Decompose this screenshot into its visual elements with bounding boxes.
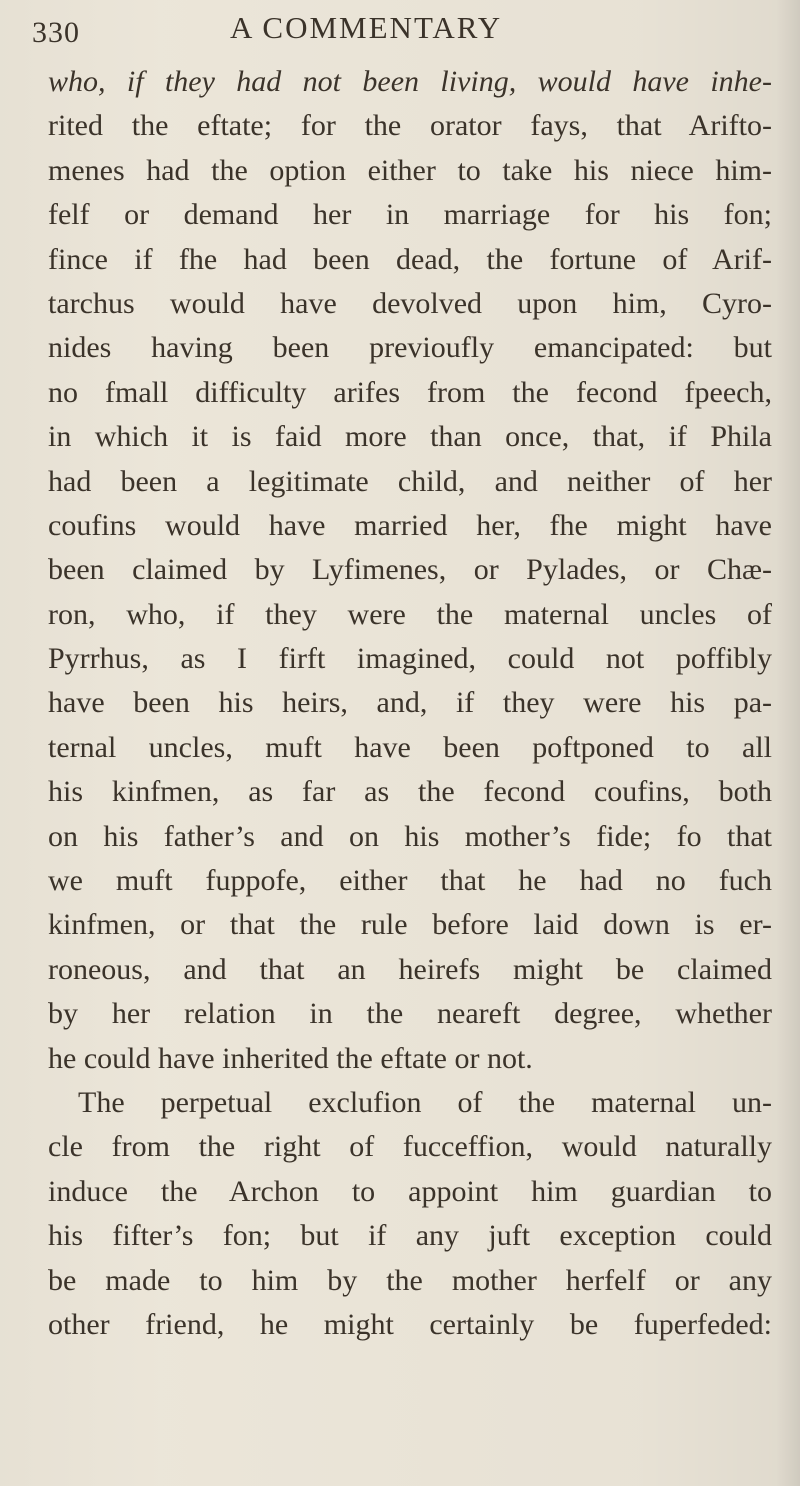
text-line: been claimed by Lyfimenes, or Pylades, or Chæ- [48, 553, 772, 587]
text-line: nides having been previoufly emancipated: but [48, 331, 772, 365]
text-line: his fifter’s fon; but if any juft exception could [48, 1219, 772, 1253]
page-header [0, 8, 800, 56]
text-line: rited the eftate; for the orator fays, that Arifto- [48, 109, 772, 143]
page-edge-shadow [776, 0, 800, 1486]
text-line: menes had the option either to take his niece him- [48, 153, 772, 187]
body-text [48, 60, 772, 1347]
text-line: had been a legitimate child, and neither of her [48, 464, 772, 498]
text-line: no fmall difficulty arifes from the fecond fpeech, [48, 375, 772, 409]
text-line: cle from the right of fucceffion, would naturally [48, 1130, 772, 1164]
text-line: coufins would have married her, fhe might have [48, 508, 772, 542]
text-line: tarchus would have devolved upon him, Cyro- [48, 286, 772, 320]
text-line: his kinfmen, as far as the fecond coufins, both [48, 775, 772, 809]
text-line: he could have inherited the eftate or not. [48, 1041, 533, 1075]
text-line: we muft fuppofe, either that he had no fuch [48, 864, 772, 898]
text-line: by her relation in the neareft degree, whether [48, 997, 772, 1031]
text-line: ron, who, if they were the maternal uncles of [48, 597, 772, 631]
page-number: 330 [32, 16, 80, 49]
text-line: Pyrrhus, as I firft imagined, could not poffibly [48, 642, 772, 676]
text-line: have been his heirs, and, if they were his pa- [48, 686, 772, 720]
text-line: fince if fhe had been dead, the fortune of Arif- [48, 242, 772, 276]
text-line: other friend, he might certainly be fuperfeded: [48, 1307, 772, 1341]
text-line: be made to him by the mother herfelf or any [48, 1263, 772, 1297]
text-line: The perpetual exclufion of the maternal un- [78, 1085, 772, 1119]
text-line: ternal uncles, muft have been poftponed to all [48, 730, 772, 764]
text-line: on his father’s and on his mother’s fide; fo that [48, 819, 772, 853]
text-line: kinfmen, or that the rule before laid down is er- [48, 908, 772, 942]
text-line: in which it is faid more than once, that, if Phila [48, 420, 772, 454]
text-line: roneous, and that an heirefs might be claimed [48, 952, 772, 986]
text-line: induce the Archon to appoint him guardian to [48, 1174, 772, 1208]
running-head: A COMMENTARY [230, 10, 503, 45]
text-line: who, if they had not been living, would have inhe- [48, 65, 772, 98]
text-line: felf or demand her in marriage for his fon; [48, 198, 772, 232]
